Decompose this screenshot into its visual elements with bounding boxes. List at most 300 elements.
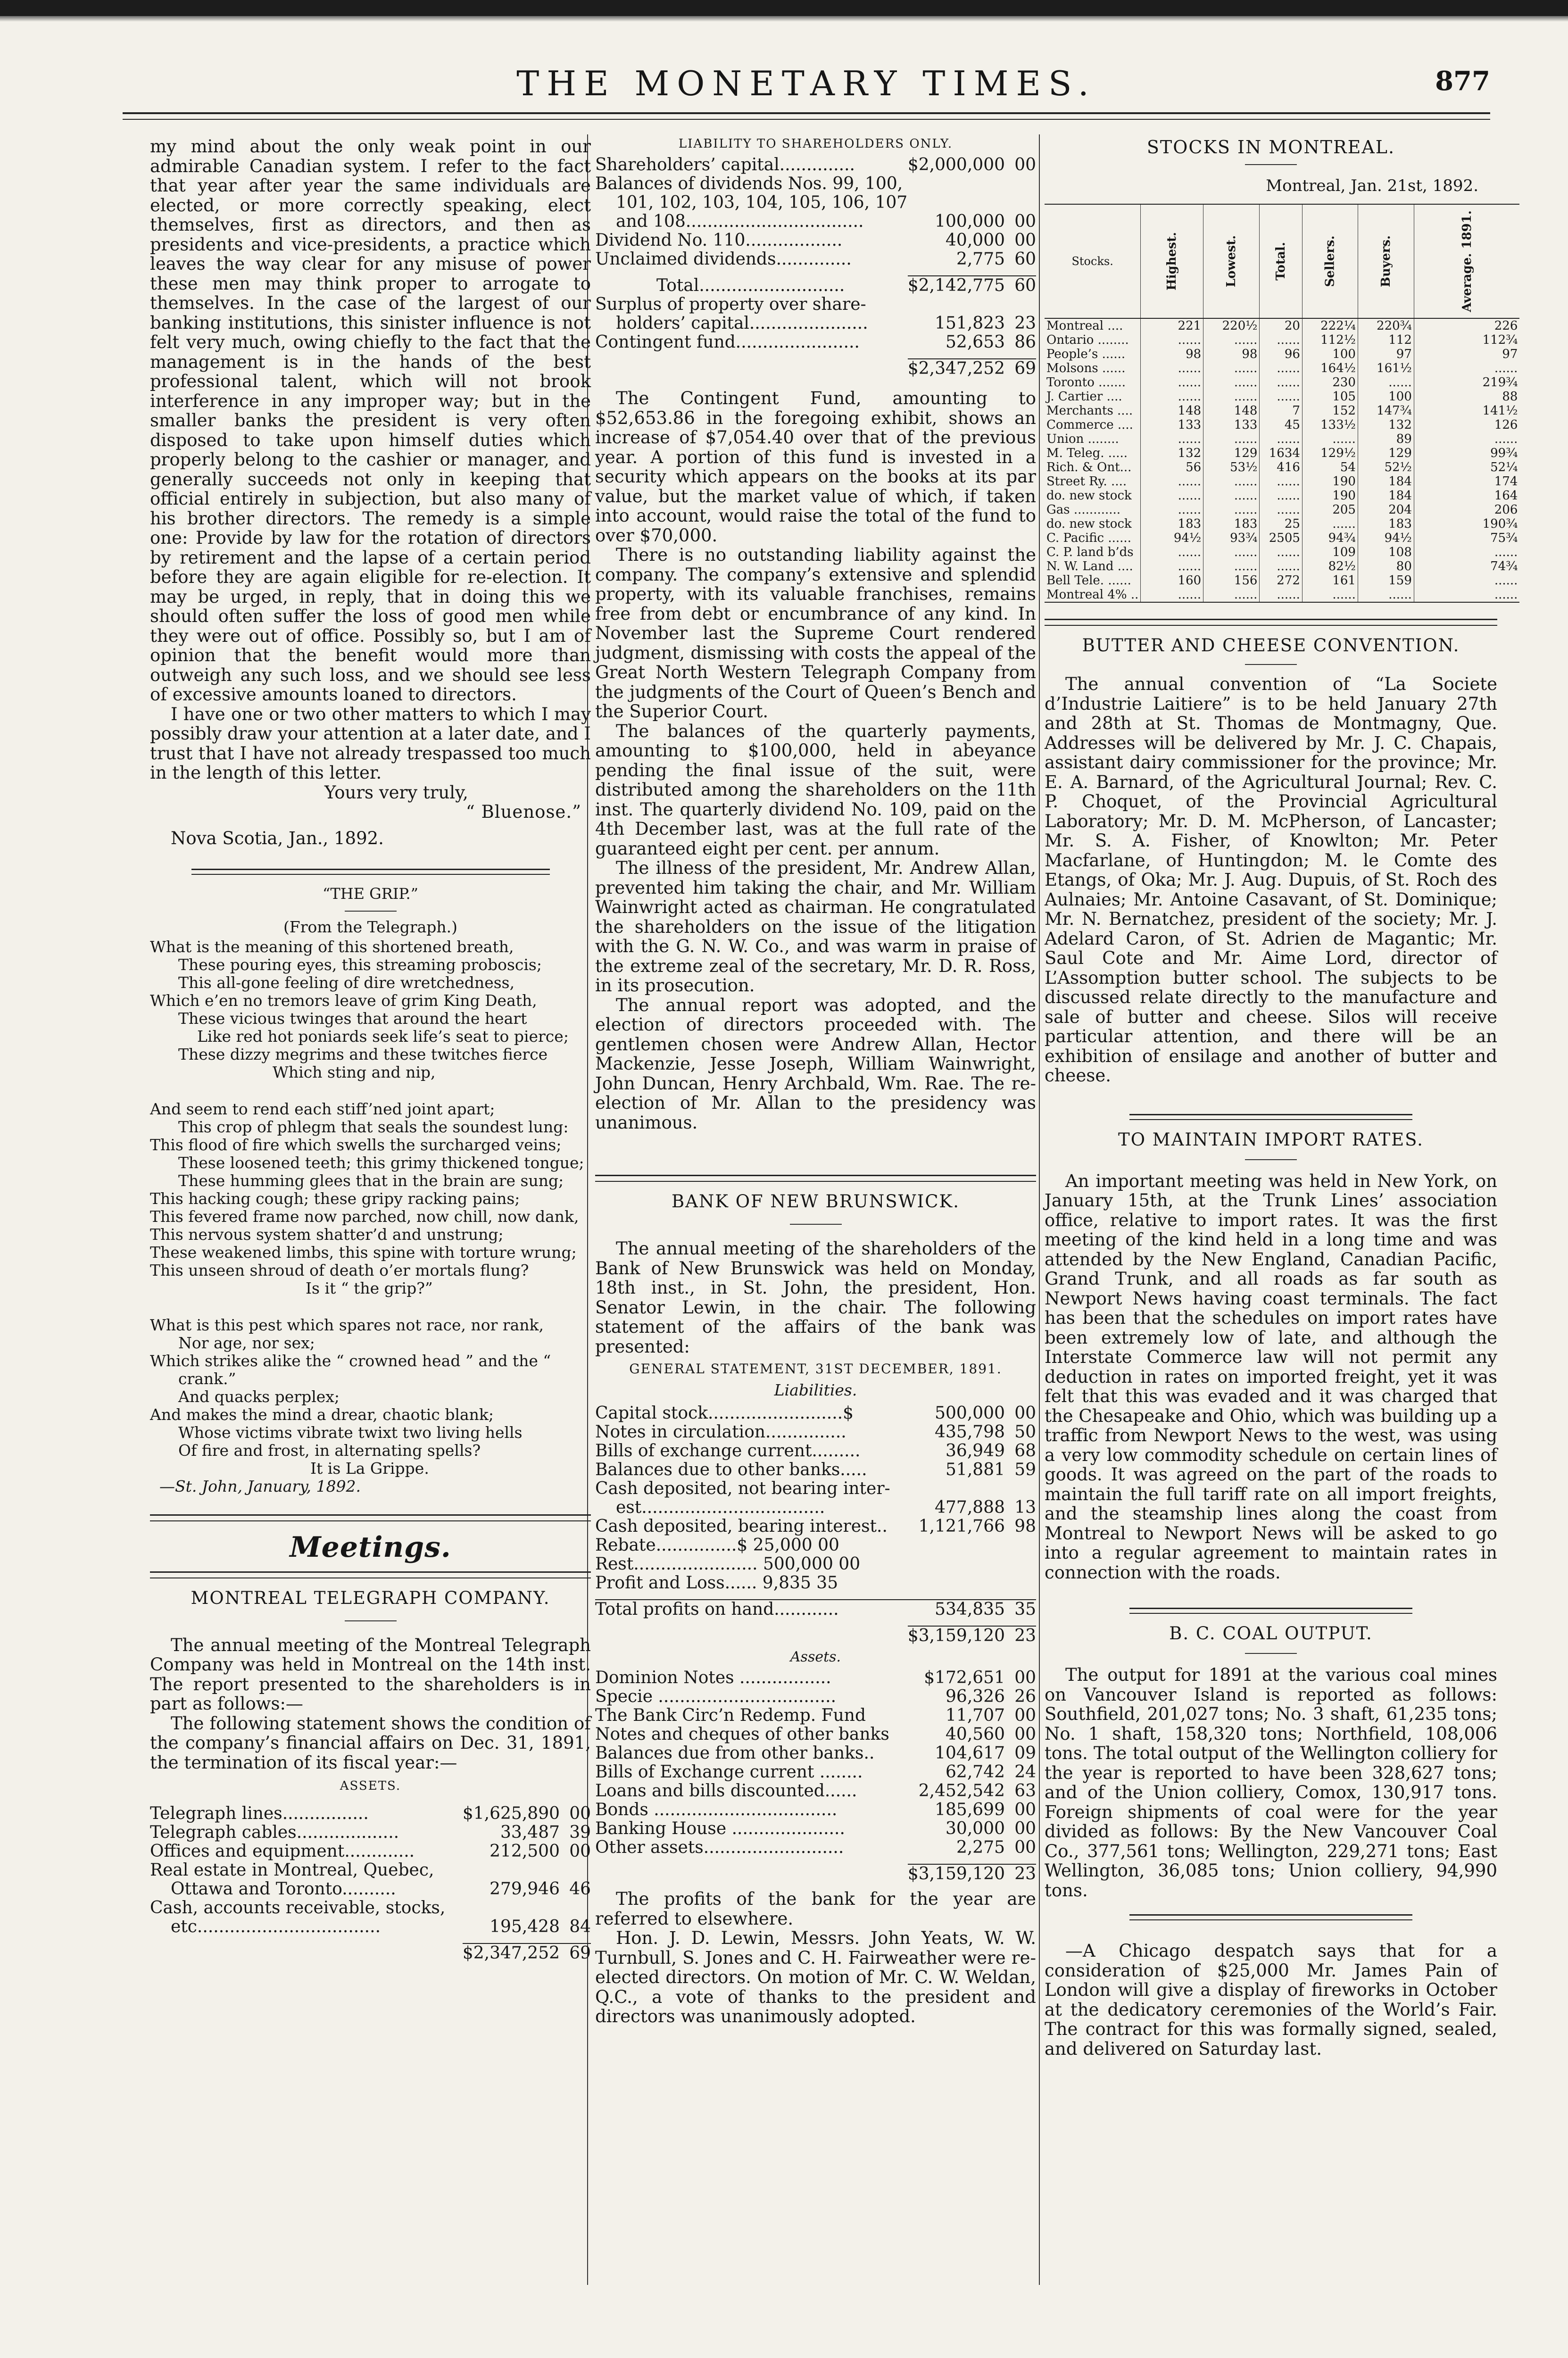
table-row [150, 1918, 591, 1936]
row-label: Loans and bills discounted...... [595, 1781, 857, 1801]
row-label: Surplus of property over share- [595, 295, 866, 314]
row-cents: 98 [1014, 1516, 1036, 1536]
stock-value: ...... [1260, 375, 1303, 390]
row-amount: 500,000 [935, 1403, 1005, 1423]
grip-title: “THE GRIP.” [322, 885, 418, 903]
poem-line: This unseen shroud of death o’er mortals flung? [150, 1261, 529, 1279]
stock-value: 88 [1414, 390, 1519, 404]
row-amount [908, 174, 1005, 193]
row-cents: 35 [1005, 1600, 1036, 1619]
title-rule [345, 911, 397, 912]
row-amount: 2,775 [956, 249, 1005, 269]
stock-value: 52¼ [1414, 460, 1519, 474]
stock-value: 226 [1414, 318, 1519, 333]
stock-value: ...... [1141, 361, 1203, 375]
chicago-paragraph: —A Chicago despatch says that for a consideration of $25,000 Mr. James Pain of London will give a display of fireworks in October at the dedicatory ceremonies of the World’s Fair. The contract for this was formally signed, sealed, and delivered on Saturday last. [1045, 1941, 1497, 2059]
row-label: holders’ capital...................... [616, 314, 868, 333]
table-row [595, 333, 1036, 352]
poem-line: Which strikes alike the “ crowned head ” and the “ crank.” [150, 1351, 551, 1388]
poem-line: Nor age, nor sex; [178, 1333, 315, 1352]
stock-value: 148 [1203, 404, 1260, 418]
grand-total-row [595, 359, 1036, 378]
stock-row [1045, 559, 1519, 573]
row-amount: 212,500 [489, 1842, 560, 1861]
import-paragraph: An important meeting was held in New York, on January 15th, at the Trunk Lines’ association office, relative to import rates. It was the first meeting of the kind held in a long time and was attended by the New England, Canadian Pacific, Grand Trunk, and all roads as far south as Newport News having coast terminals. The fact has been that the schedules on import rates have been extremely low of late, and although the Interstate Commerce law will not permit any deduction in rates on imported freight, yet it was felt that this was evaded and it was charged that the Chesapeake and Ohio, which was building up a traffic from Newport News to the west, was using a very low commodity schedule on certain lines of goods. It was agreed on the part of the roads to maintain the full tariff rate on all import freights, and the steamship lines along the coast from Montreal to Newport News will be asked to go into a regular agreement to maintain rates in connection with the roads. [1045, 1171, 1497, 1583]
table-row [595, 1517, 1036, 1536]
row-label: Other assets.......................... [595, 1838, 844, 1857]
row-label: Profit and Loss...... 9,835 35 [595, 1573, 838, 1593]
row-cents [1005, 193, 1036, 212]
stock-value: 2505 [1260, 531, 1303, 545]
total-row [595, 1626, 1036, 1645]
stock-value: ...... [1141, 503, 1203, 517]
row-amount: $172,651 [924, 1668, 1005, 1687]
poem-line: These weakened limbs, this spine with torture wrung; [150, 1243, 577, 1262]
table-row [595, 1763, 1036, 1782]
stock-value: 156 [1203, 573, 1260, 588]
stock-value: ...... [1141, 390, 1203, 404]
poem-line: And makes the mind a drear, chaotic blank; [150, 1405, 494, 1424]
stock-value: 183 [1203, 517, 1260, 531]
stock-value: ...... [1203, 361, 1260, 375]
total-row [595, 1864, 1036, 1884]
row-label: Telegraph lines................ [150, 1804, 369, 1823]
row-amount: 435,798 [935, 1422, 1005, 1442]
stock-row [1045, 390, 1519, 404]
stock-value: 206 [1414, 503, 1519, 517]
poem-line: Like red hot poniards seek life’s seat to pierce; [197, 1027, 569, 1046]
row-amount: 1,121,766 [918, 1516, 1005, 1536]
poem-line: Whose victims vibrate twixt two living hells [178, 1423, 523, 1442]
poem-line: This nervous system shatter’d and unstrung; [150, 1225, 504, 1244]
stock-row [1045, 489, 1519, 503]
row-cents: 50 [1014, 1422, 1036, 1442]
stock-value: 190 [1302, 489, 1358, 503]
row-label: Real estate in Montreal, Quebec, [150, 1860, 434, 1880]
row-amount: 104,617 [935, 1744, 1005, 1763]
poem-line: These pouring eyes, this streaming proboscis; [178, 955, 542, 974]
row-amount: 534,835 [908, 1600, 1005, 1619]
stock-value: 164 [1414, 489, 1519, 503]
stock-value: 133 [1141, 418, 1203, 432]
row-label: Bills of exchange current......... [595, 1441, 861, 1461]
stock-value: ...... [1203, 503, 1260, 517]
stock-value: 174 [1414, 474, 1519, 489]
row-amount: 477,888 [935, 1497, 1005, 1517]
section-rule [191, 869, 550, 875]
stock-value: 159 [1358, 573, 1414, 588]
poem-line: Which e’en no tremors leave of grim King Death, [150, 991, 537, 1010]
row-label: Bonds .................................. [595, 1800, 838, 1819]
row-cents: 59 [1014, 1460, 1036, 1479]
row-cents [560, 1899, 591, 1918]
title-rule [790, 1224, 842, 1225]
table-row [595, 231, 1036, 250]
table-row [595, 1555, 1036, 1574]
row-cents: 00 [1014, 1403, 1036, 1423]
mtc-paragraph-3: The Contingent Fund, amounting to $52,653.86 in the foregoing exhibit, shows an increase of $7,054.40 over that of the previous year. A portion of this fund is invested in a security which appears on the books at its par value, but the market value of which, if taken into account, would raise the total of the fund to over $70,000. [595, 388, 1036, 546]
mtc-paragraph-4: There is no outstanding liability against the company. The company’s extensive and splendid property, with its valuable franchises, remains free from debt or encumbrance of any kind. In November last the Supreme Court rendered judgment, dismissing with costs the appeal of the Great North Western Telegraph Company from the judgments of the Court of Queen’s Bench and the Superior Court. [595, 545, 1036, 722]
total-row [150, 1943, 591, 1963]
scan-top-shadow [0, 16, 1568, 22]
row-cents: 00 [1014, 1800, 1036, 1819]
page-number: 877 [1435, 66, 1490, 97]
table-row [150, 1899, 591, 1918]
row-label: Notes in circulation............... [595, 1422, 846, 1442]
title-rule [1245, 1159, 1297, 1160]
row-cents: 68 [1014, 1441, 1036, 1461]
profits-row [595, 1600, 1036, 1619]
table-row [595, 1404, 1036, 1423]
stock-value: 132 [1141, 446, 1203, 460]
row-cents: 86 [1014, 332, 1036, 352]
stock-value: 222¼ [1302, 318, 1358, 333]
stock-row [1045, 503, 1519, 517]
table-row [595, 156, 1036, 174]
table-row [595, 1574, 1036, 1593]
row-cents: 63 [1014, 1781, 1036, 1801]
column-header: Average. 1891. [1414, 204, 1519, 318]
poem-line: What is the meaning of this shortened breath, [150, 937, 514, 956]
row-label: The Bank Circ’n Redemp. Fund [595, 1706, 866, 1725]
row-amount [463, 1861, 560, 1880]
row-amount: 40,560 [946, 1725, 1005, 1744]
stock-row [1045, 517, 1519, 531]
table-row [150, 1823, 591, 1842]
bnb-assets-table [595, 1669, 1036, 1884]
poem-credit: —St. John, January, 1892. [159, 1477, 361, 1495]
row-cents: 00 [1014, 1819, 1036, 1838]
stock-value: ...... [1203, 333, 1260, 347]
row-label: Rebate...............$ 25,000 00 [595, 1535, 839, 1555]
stock-value: ...... [1141, 489, 1203, 503]
stock-value: ...... [1141, 545, 1203, 559]
poem-stanza-1 [150, 938, 591, 1081]
row-label: Shareholders’ capital.............. [595, 155, 855, 174]
stock-value: ...... [1141, 375, 1203, 390]
stock-value: 98 [1203, 347, 1260, 361]
row-label: etc.................................. [171, 1917, 381, 1936]
stock-value: 53½ [1203, 460, 1260, 474]
butter-paragraph: The annual convention of “La Societe d’Industrie Laitiere” is to be held January 27th and 28th at St. Thomas de Montmagny, Que. Addresses will be delivered by Mr. J. C. Chapais, assistant dairy commissioner for the province; Mr. E. A. Barnard, of the Agricultural Journal; Rev. C. P. Choquet, of the Provincial Agricultural Laboratory; Mr. D. M. McPherson, of Lancaster; Mr. S. A. Fisher, of Knowlton; Mr. Peter Macfarlane, of Huntingdon; M. le Comte des Etangs, of Oka; Mr. J. Aug. Dupuis, of St. Roch des Aulnaies; Mr. Antoine Casavant, of St. Dominique; Mr. N. Bernatchez, president of the society; Mr. J. Adelard Caron, of St. Adrien de Magantic; Mr. Saul Cote and Mr. Aime Lord, director of L’Assomption butter school. The subjects to be discussed relate directly to the manufacture and sale of butter and cheese. Silos will receive particular attention, and there will be an exhibition of ensilage and another of butter and cheese. [1045, 674, 1497, 1086]
stock-value: ...... [1203, 559, 1260, 573]
row-amount: 2,275 [956, 1838, 1005, 1857]
stock-value: ...... [1141, 559, 1203, 573]
stock-value: ...... [1203, 432, 1260, 446]
stock-name: Commerce .... [1046, 418, 1133, 432]
stock-name: J. Cartier .... [1046, 390, 1122, 404]
stock-value: 205 [1302, 503, 1358, 517]
row-cents: 00 [569, 1804, 591, 1823]
poem-line: It is La Grippe. [310, 1459, 429, 1478]
stock-name: Gas ............ [1046, 503, 1121, 517]
stock-row [1045, 318, 1519, 333]
stock-value: 98 [1141, 347, 1203, 361]
stock-value: 141½ [1414, 404, 1519, 418]
stock-value: 25 [1260, 517, 1303, 531]
row-amount: 185,699 [935, 1800, 1005, 1819]
stock-value: ...... [1414, 573, 1519, 588]
row-cents: 00 [1014, 1838, 1036, 1857]
column-3 [1045, 137, 1518, 2335]
row-cents: 00 [1014, 1725, 1036, 1744]
table-row [595, 1498, 1036, 1517]
section-rule [150, 1571, 591, 1578]
stock-name: M. Teleg. ..... [1046, 446, 1128, 460]
table-row [595, 1461, 1036, 1479]
stock-name: Montreal .... [1046, 319, 1123, 333]
stocks-date: Montreal, Jan. 21st, 1892. [1266, 176, 1478, 195]
total-amount: $2,347,252 [907, 359, 1005, 378]
stock-value: 89 [1358, 432, 1414, 446]
column-divider-2 [1039, 134, 1040, 2285]
stock-value: 161 [1302, 573, 1358, 588]
stock-value: ...... [1260, 559, 1303, 573]
stock-value: 82½ [1302, 559, 1358, 573]
total-amount: $3,159,120 [907, 1864, 1005, 1884]
poem-line: This flood of fire which swells the surcharged veins; [150, 1135, 562, 1154]
poem-line: This fevered frame now parched, now chill, now dank, [150, 1207, 579, 1226]
stock-value: 97 [1414, 347, 1519, 361]
section-rule [150, 1514, 591, 1521]
mtc-paragraph-5: The balances of the quarterly payments, amounting to $100,000, held in abeyance pending the final issue of the suit, were distributed among the shareholders on the 11th inst. The quarterly dividend No. 109, paid on the 4th December last, was at the full rate of the guaranteed eight per cent. per annum. [595, 721, 1036, 859]
stock-row [1045, 375, 1519, 390]
stock-name: Street Ry. .... [1046, 474, 1127, 489]
row-label: Unclaimed dividends.............. [595, 249, 852, 269]
table-row [595, 1782, 1036, 1801]
mtc-paragraph-2: The following statement shows the condition of the company’s financial affairs on Dec. 31, 1891, the termination of its fiscal year:— [150, 1713, 591, 1773]
row-amount: 195,428 [489, 1917, 560, 1936]
stock-value: ...... [1260, 390, 1303, 404]
row-cents: 00 [1014, 212, 1036, 231]
bnb-assets-label: Assets. [790, 1648, 841, 1665]
stock-value: 108 [1358, 545, 1414, 559]
bnb-paragraph-1: The annual meeting of the shareholders of the Bank of New Brunswick was held on Monday, 18th inst., in St. John, the president, Hon. Senator Lewin, in the chair. The following statement of the affairs of the bank was presented: [595, 1238, 1036, 1357]
grip-source: (From the Telegraph.) [283, 917, 458, 936]
stock-value: ...... [1203, 588, 1260, 602]
row-cents [560, 1861, 591, 1880]
row-amount: 52,653 [946, 332, 1005, 352]
poem-line: These loosened teeth; this grimy thickened tongue; [178, 1153, 584, 1172]
stock-row [1045, 531, 1519, 545]
total-amount: $3,159,120 [907, 1626, 1005, 1645]
row-label: Ottawa and Toronto.......... [171, 1879, 396, 1899]
row-label: Dividend No. 110.................. [595, 231, 843, 250]
row-cents: 26 [1014, 1687, 1036, 1706]
stock-value: 183 [1141, 517, 1203, 531]
stock-value: 96 [1260, 347, 1303, 361]
bnb-statement-title: GENERAL STATEMENT, 31ST DECEMBER, 1891. [629, 1361, 1002, 1377]
stock-name: C. P. land b’ds [1046, 545, 1134, 559]
table-row [150, 1804, 591, 1823]
row-label: Balances due to other banks..... [595, 1460, 867, 1479]
table-row [595, 1669, 1036, 1687]
stock-value: 129 [1203, 446, 1260, 460]
coal-title: B. C. COAL OUTPUT. [1169, 1623, 1373, 1644]
stock-row [1045, 588, 1519, 602]
row-amount [908, 193, 1005, 212]
poem-line: And seem to rend each stiff’ned joint apart; [150, 1099, 495, 1118]
stock-row [1045, 474, 1519, 489]
letter-signature: “ Bluenose.” [465, 802, 581, 822]
poem-line: These humming glees that in the brain are sung; [178, 1171, 564, 1190]
total-amount: $2,347,252 [462, 1943, 560, 1963]
row-label: Telegraph cables................... [150, 1823, 399, 1842]
stock-value: 105 [1302, 390, 1358, 404]
table-row [595, 193, 1036, 212]
stock-value: 152 [1302, 404, 1358, 418]
stock-name: C. Pacific ...... [1046, 531, 1131, 545]
column-1 [150, 137, 591, 2335]
letter-place: Nova Scotia, Jan., 1892. [171, 828, 384, 848]
stock-value: 74¾ [1414, 559, 1519, 573]
total-cents: 60 [1005, 276, 1036, 295]
scan-top-edge [0, 0, 1568, 16]
bnb-paragraph-3: Hon. J. D. Lewin, Messrs. John Yeats, W. W. Turnbull, S. Jones and C. H. Fairweather were re-elected directors. On motion of Mr. C. W. Weldan, Q.C., a vote of thanks to the president and directors was unanimously adopted. [595, 1928, 1036, 2026]
row-cents: 00 [1014, 231, 1036, 250]
row-label: Dominion Notes ................. [595, 1668, 831, 1687]
row-amount: 2,452,542 [918, 1781, 1005, 1801]
mtc-liabilities-table [595, 156, 1036, 378]
poem-stanza-3 [150, 1316, 591, 1478]
masthead-rule-thin [123, 119, 1490, 120]
row-amount: 51,881 [946, 1460, 1005, 1479]
mtc-paragraph-6: The illness of the president, Mr. Andrew Allan, prevented him taking the chair, and Mr. William Wainwright acted as chairman. He congratulated the shareholders on the issue of the litigation with the G. N. W. Co., and was warm in praise of the extreme zeal of the secretary, Mr. D. R. Ross, in its prosecution. [595, 858, 1036, 996]
import-title: TO MAINTAIN IMPORT RATES. [1118, 1129, 1424, 1150]
row-cents: 39 [569, 1823, 591, 1842]
stocks-table [1045, 204, 1519, 603]
poem-line: These dizzy megrims and these twitches fierce [178, 1045, 548, 1063]
stock-name: Toronto ....... [1046, 375, 1126, 390]
mtc-paragraph-7: The annual report was adopted, and the election of directors proceeded with. The gentlemen chosen were Andrew Allan, Hector Mackenzie, Jesse Joseph, William Wainwright, John Duncan, Henry Archbald, Wm. Rae. The re-election of Mr. Allan to the presidency was unanimous. [595, 995, 1036, 1133]
row-cents: 23 [1014, 314, 1036, 333]
row-cents: 00 [569, 1842, 591, 1861]
stock-value: 129 [1358, 446, 1414, 460]
row-amount [908, 295, 1005, 314]
stock-value: ...... [1414, 545, 1519, 559]
table-row [595, 1725, 1036, 1744]
row-label: Banking House ..................... [595, 1819, 845, 1838]
row-cents: 24 [1014, 1762, 1036, 1782]
stock-row [1045, 418, 1519, 432]
stock-value: 52½ [1358, 460, 1414, 474]
row-cents: 84 [569, 1917, 591, 1936]
row-label: Balances due from other banks.. [595, 1744, 875, 1763]
stock-value: 161½ [1358, 361, 1414, 375]
row-cents: 46 [569, 1879, 591, 1899]
table-row [595, 1423, 1036, 1442]
stock-value: ...... [1414, 588, 1519, 602]
stock-row [1045, 361, 1519, 375]
stock-value: ...... [1302, 517, 1358, 531]
table-row [150, 1880, 591, 1899]
mtc-paragraph-1: The annual meeting of the Montreal Telegraph Company was held in Montreal on the 14th inst. The report presented to the shareholders is in part as follows:— [150, 1635, 591, 1714]
stock-value: 132 [1358, 418, 1414, 432]
section-rule [1129, 1114, 1412, 1120]
stock-value: ...... [1414, 432, 1519, 446]
row-label: Offices and equipment............. [150, 1842, 415, 1861]
stock-value: 190 [1302, 474, 1358, 489]
row-amount: 11,707 [946, 1706, 1005, 1725]
stock-value: 126 [1414, 418, 1519, 432]
coal-paragraph: The output for 1891 at the various coal mines on Vancouver Island is reported as follows: Southfield, 201,027 tons; No. 3 shaft, 61,235 tons; No. 1 shaft, 158,320 tons; Northfield, 108,006 tons. The total output of the Wellington colliery for the year is reported to have been 328,627 tons; and of the Union colliery, Comox, 130,917 tons. Foreign shipments of coal were for the year divided as follows: By the New Vancouver Coal Co., 377,561 tons; Wellington, 229,271 tons; East Wellington, 36,085 tons; Union colliery, 94,990 tons. [1045, 1665, 1497, 1901]
stock-row [1045, 446, 1519, 460]
stock-value: 221 [1141, 318, 1203, 333]
row-cents: 13 [1014, 1497, 1036, 1517]
column-header: Stocks. [1045, 204, 1141, 318]
table-row [595, 314, 1036, 333]
total-cents: 69 [1005, 359, 1036, 378]
stock-value: 112 [1358, 333, 1414, 347]
poem-stanza-2 [150, 1100, 591, 1297]
table-row [595, 1819, 1036, 1838]
stock-value: ...... [1358, 375, 1414, 390]
row-label: Contingent fund....................... [595, 332, 860, 352]
table-row [150, 1861, 591, 1880]
stock-value: 416 [1260, 460, 1303, 474]
row-cents: 00 [1014, 1668, 1036, 1687]
stock-value: 219¾ [1414, 375, 1519, 390]
table-row [595, 174, 1036, 193]
stock-value: ...... [1203, 545, 1260, 559]
stock-value: 94½ [1141, 531, 1203, 545]
row-cents: 60 [1014, 249, 1036, 269]
row-amount: 30,000 [946, 1819, 1005, 1838]
row-label: 101, 102, 103, 104, 105, 106, 107 [616, 193, 908, 212]
table-row [595, 212, 1036, 231]
total-label: Total........................... [656, 276, 845, 295]
stock-value: 220½ [1203, 318, 1260, 333]
stock-value: 93¾ [1203, 531, 1260, 545]
table-row [595, 250, 1036, 269]
bnb-paragraph-2: The profits of the bank for the year are referred to elsewhere. [595, 1889, 1036, 1929]
row-label: Capital stock.........................$ [595, 1403, 854, 1423]
bnb-liabilities-table [595, 1404, 1036, 1645]
stock-value: ...... [1203, 489, 1260, 503]
row-amount: 62,742 [946, 1762, 1005, 1782]
stock-row [1045, 460, 1519, 474]
stock-value: 100 [1358, 390, 1414, 404]
row-amount: $1,625,890 [462, 1804, 560, 1823]
stock-value: 133½ [1302, 418, 1358, 432]
title-rule [345, 1620, 397, 1621]
stock-value: 97 [1358, 347, 1414, 361]
stock-value: 20 [1260, 318, 1303, 333]
letter-paragraph-1: my mind about the only weak point in our admirable Canadian system. I refer to the fact that year after year the same individuals are elected, or more correctly speaking, elect themselves, first as directors, and then as presidents and vice-presidents, a practice which leaves the way clear for any misuse of power these men may think proper to arrogate to themselves. In the case of the largest of our banking institutions, this sinister influence is not felt very much, owing chiefly to the fact that the management is in the hands of the best professional talent, which will not brook interference in any improper way; but in the smaller banks the president is very often disposed to take upon himself duties which properly belong to the cashier or manager, and generally succeeds not only in keeping that official entirely in subjection, but also many of his brother directors. The remedy is a simple one: Provide by law for the rotation of directors by retirement and the lapse of a certain period before they are again eligible for re-election. It may be urged, in reply, that in doing this we should often suffer the loss of good men while they were out of office. Possibly so, but I am of opinion that the benefit would more than outweigh any such loss, and we should see less of excessive amounts loaned to directors. [150, 136, 591, 705]
stock-row [1045, 404, 1519, 418]
stock-value: ...... [1358, 588, 1414, 602]
stock-value: ...... [1260, 361, 1303, 375]
stock-name: Ontario ........ [1046, 333, 1129, 347]
column-header: Total. [1260, 204, 1303, 318]
row-amount: 279,946 [489, 1879, 560, 1899]
table-row [595, 1706, 1036, 1725]
stock-value: 204 [1358, 503, 1414, 517]
stock-value: 109 [1302, 545, 1358, 559]
stock-value: ...... [1302, 588, 1358, 602]
stock-value: ...... [1260, 474, 1303, 489]
stock-row [1045, 432, 1519, 446]
stock-name: Bell Tele. ...... [1046, 573, 1131, 588]
row-label: Cash deposited, bearing interest.. [595, 1516, 888, 1536]
row-amount: $2,000,000 [907, 155, 1005, 174]
stock-value: 190¾ [1414, 517, 1519, 531]
poem-line: This crop of phlegm that seals the soundest lung: [178, 1117, 569, 1136]
poem-line: Is it “ the grip?” [306, 1279, 433, 1297]
poem-line: This all-gone feeling of dire wretchedness, [178, 973, 515, 992]
stock-value: 148 [1141, 404, 1203, 418]
stock-value: 230 [1302, 375, 1358, 390]
